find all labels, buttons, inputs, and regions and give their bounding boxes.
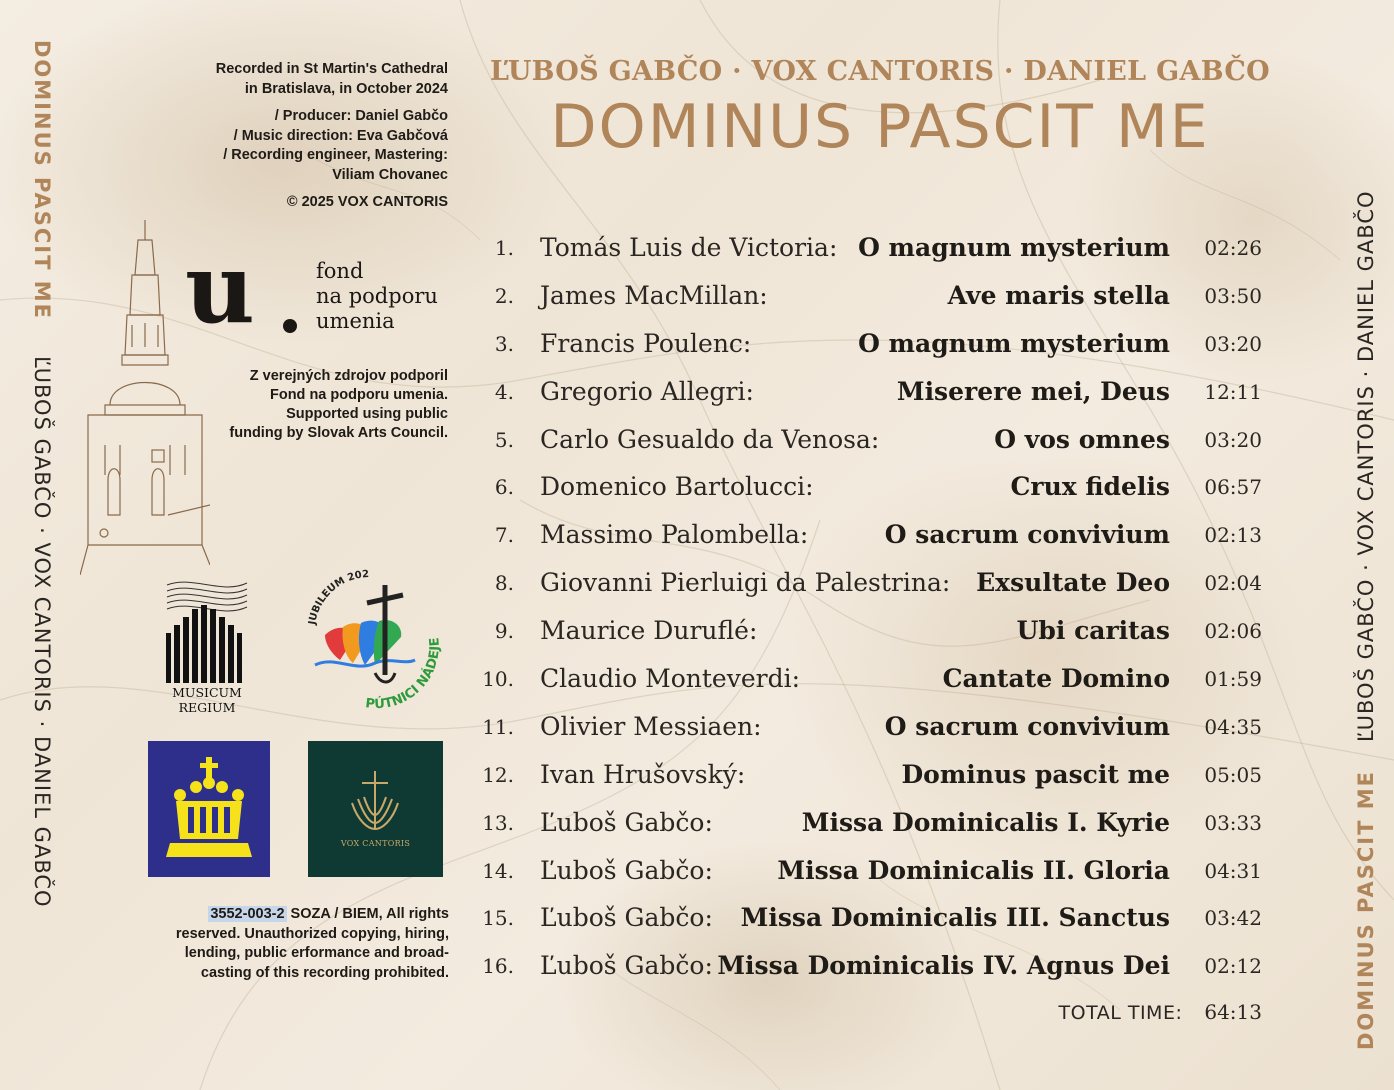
track-duration: 02:12	[1204, 954, 1262, 979]
vox-caption: VOX CANTORIS	[340, 839, 411, 848]
track-number: 10.	[482, 667, 514, 692]
track-work: O magnum mysterium	[858, 233, 1170, 262]
track-work: Dominus pascit me	[901, 759, 1170, 789]
spine-right	[1354, 40, 1394, 1050]
recorded-line: in Bratislava, in October 2024	[244, 80, 448, 97]
crown-logo	[148, 741, 270, 877]
rights-line: casting of this recording prohibited.	[200, 964, 449, 981]
jubilee-motto-text: PÚTNICI NÁDEJE	[364, 636, 443, 713]
track-number: 16.	[482, 954, 514, 979]
track-number: 3.	[494, 331, 514, 356]
music-direction-credit: / Music direction: Eva Gabčová	[233, 127, 448, 144]
total-time	[1000, 1000, 1262, 1024]
track-composer: Olivier Messiaen:	[540, 711, 762, 741]
jubilee-emblem-icon	[295, 565, 445, 715]
fond-na-podporu-umenia-logo	[185, 232, 455, 347]
track-duration: 12:11	[1204, 379, 1262, 404]
rights-notice	[100, 905, 449, 983]
fond-text	[316, 259, 438, 334]
track-number: 11.	[482, 714, 514, 739]
spine-artists: ĽUBOŠ GABČO · VOX CANTORIS · DANIEL GABČO	[1354, 190, 1378, 743]
track-composer: Ľuboš Gabčo:	[540, 807, 713, 837]
funding-line: funding by Slovak Arts Council.	[229, 425, 448, 441]
rights-line: lending, public erformance and broad-	[184, 945, 449, 961]
track-composer: Ivan Hrušovský:	[540, 759, 746, 789]
copyright: © 2025 VOX CANTORIS	[286, 194, 448, 210]
track-row	[470, 657, 1270, 705]
track-row	[470, 705, 1270, 753]
track-row	[470, 226, 1270, 274]
track-row	[470, 944, 1270, 992]
track-number: 2.	[494, 283, 514, 308]
track-number: 9.	[494, 619, 514, 644]
musicum-line: REGIUM	[178, 700, 236, 715]
track-row	[470, 753, 1270, 801]
track-duration: 02:13	[1204, 523, 1262, 548]
track-work: Missa Dominicalis I. Kyrie	[801, 807, 1170, 837]
track-work: Missa Dominicalis III. Sanctus	[740, 903, 1170, 933]
track-duration: 01:59	[1204, 667, 1262, 692]
track-duration: 02:04	[1204, 571, 1262, 596]
track-row	[470, 801, 1270, 849]
track-number: 5.	[494, 427, 514, 452]
track-row	[470, 561, 1270, 609]
track-row	[470, 370, 1270, 418]
track-work: Ubi caritas	[1016, 616, 1170, 646]
track-composer: Giovanni Pierluigi da Palestrina:	[540, 568, 951, 598]
track-composer: Massimo Palombella:	[540, 520, 809, 550]
rights-line: SOZA / BIEM, All rights	[286, 906, 449, 922]
track-composer: James MacMillan:	[540, 280, 768, 310]
jubilee-year-text: JUBILEUM 202	[307, 568, 370, 626]
funding-statement	[180, 367, 448, 443]
track-number: 1.	[494, 236, 514, 260]
track-composer: Claudio Monteverdi:	[540, 664, 801, 694]
track-row	[470, 418, 1270, 466]
track-composer: Carlo Gesualdo da Venosa:	[540, 424, 880, 454]
track-work: Ave maris stella	[947, 280, 1170, 310]
tracklist	[470, 226, 1270, 992]
track-row	[470, 465, 1270, 513]
vox-cross-icon	[308, 741, 443, 841]
funding-line: Z verejných zdrojov podporil	[249, 368, 448, 384]
track-number: 7.	[494, 523, 514, 548]
musicum-line: MUSICUM	[172, 685, 242, 700]
crown-icon	[148, 741, 270, 877]
musicum-regium-logo	[162, 575, 252, 715]
track-work: Exsultate Deo	[976, 568, 1170, 598]
track-work: Missa Dominicalis II. Gloria	[777, 855, 1170, 885]
catalog-number: 3552-003-2	[210, 906, 285, 922]
spine-left	[14, 40, 54, 1050]
track-duration: 02:06	[1204, 619, 1262, 644]
track-duration: 03:20	[1204, 427, 1262, 452]
funding-line: Fond na podporu umenia.	[269, 387, 448, 403]
track-number: 6.	[494, 475, 514, 500]
rights-line: reserved. Unauthorized copying, hiring,	[175, 925, 449, 942]
track-work: O vos omnes	[994, 424, 1170, 454]
track-duration: 02:26	[1204, 236, 1262, 260]
track-number: 14.	[482, 858, 514, 883]
track-number: 8.	[494, 571, 514, 596]
track-work: Cantate Domino	[942, 664, 1170, 694]
track-row	[470, 609, 1270, 657]
track-row	[470, 322, 1270, 370]
track-number: 13.	[482, 810, 514, 835]
track-composer: Ľuboš Gabčo:	[540, 855, 713, 885]
artists-heading: ĽUBOŠ GABČO · VOX CANTORIS · DANIEL GABČO	[490, 56, 1270, 87]
organ-pipes-icon	[162, 575, 252, 685]
funding-line: Supported using public	[286, 406, 448, 422]
track-duration: 03:20	[1204, 331, 1262, 356]
track-composer: Francis Poulenc:	[540, 328, 752, 358]
engineer-name: Viliam Chovanec	[332, 166, 448, 183]
track-duration: 06:57	[1204, 475, 1262, 500]
track-composer: Domenico Bartolucci:	[540, 472, 814, 502]
fond-dot	[283, 319, 297, 333]
track-work: O magnum mysterium	[858, 328, 1170, 358]
track-work: Missa Dominicalis IV. Agnus Dei	[717, 951, 1170, 981]
fond-letter: u	[185, 232, 255, 345]
track-row	[470, 896, 1270, 944]
fond-line: fond	[316, 259, 364, 283]
track-duration: 04:35	[1204, 714, 1262, 739]
producer-credit: / Producer: Daniel Gabčo	[274, 108, 448, 124]
recording-credits	[150, 60, 448, 213]
recorded-line: Recorded in St Martin's Cathedral	[215, 61, 448, 77]
track-number: 4.	[494, 379, 514, 404]
total-time-value: 64:13	[1204, 1000, 1262, 1024]
track-duration: 03:42	[1204, 906, 1262, 931]
track-duration: 03:33	[1204, 810, 1262, 835]
engineer-credit: / Recording engineer, Mastering:	[223, 147, 448, 163]
track-duration: 04:31	[1204, 858, 1262, 883]
track-row	[470, 513, 1270, 561]
track-composer: Tomás Luis de Victoria:	[540, 233, 838, 262]
fond-line: na podporu	[316, 284, 438, 308]
track-work: O sacrum convivium	[884, 711, 1170, 741]
track-composer: Ľuboš Gabčo:	[540, 951, 713, 981]
svg-text:JUBILEUM 2025	[295, 565, 369, 627]
track-composer: Ľuboš Gabčo:	[540, 903, 713, 933]
track-work: Crux fidelis	[1010, 472, 1170, 502]
track-row	[470, 274, 1270, 322]
track-composer: Maurice Duruflé:	[540, 616, 758, 646]
spine-title: DOMINUS PASCIT ME	[30, 40, 54, 321]
fond-line: umenia	[316, 309, 395, 333]
track-row	[470, 849, 1270, 897]
musicum-caption	[162, 685, 252, 715]
vox-cantoris-logo	[308, 741, 443, 877]
track-work: Miserere mei, Deus	[896, 376, 1170, 406]
spine-artists: ĽUBOŠ GABČO · VOX CANTORIS · DANIEL GABČO	[30, 355, 54, 908]
track-work: O sacrum convivium	[884, 520, 1170, 550]
jubilee-2025-logo	[295, 565, 445, 715]
track-number: 15.	[482, 906, 514, 931]
track-number: 12.	[482, 762, 514, 787]
track-composer: Gregorio Allegri:	[540, 376, 754, 406]
total-time-label: TOTAL TIME:	[1058, 1002, 1183, 1024]
track-duration: 05:05	[1204, 762, 1262, 787]
album-title: DOMINUS PASCIT ME	[550, 92, 1210, 162]
track-duration: 03:50	[1204, 283, 1262, 308]
spine-title: DOMINUS PASCIT ME	[1354, 769, 1378, 1050]
